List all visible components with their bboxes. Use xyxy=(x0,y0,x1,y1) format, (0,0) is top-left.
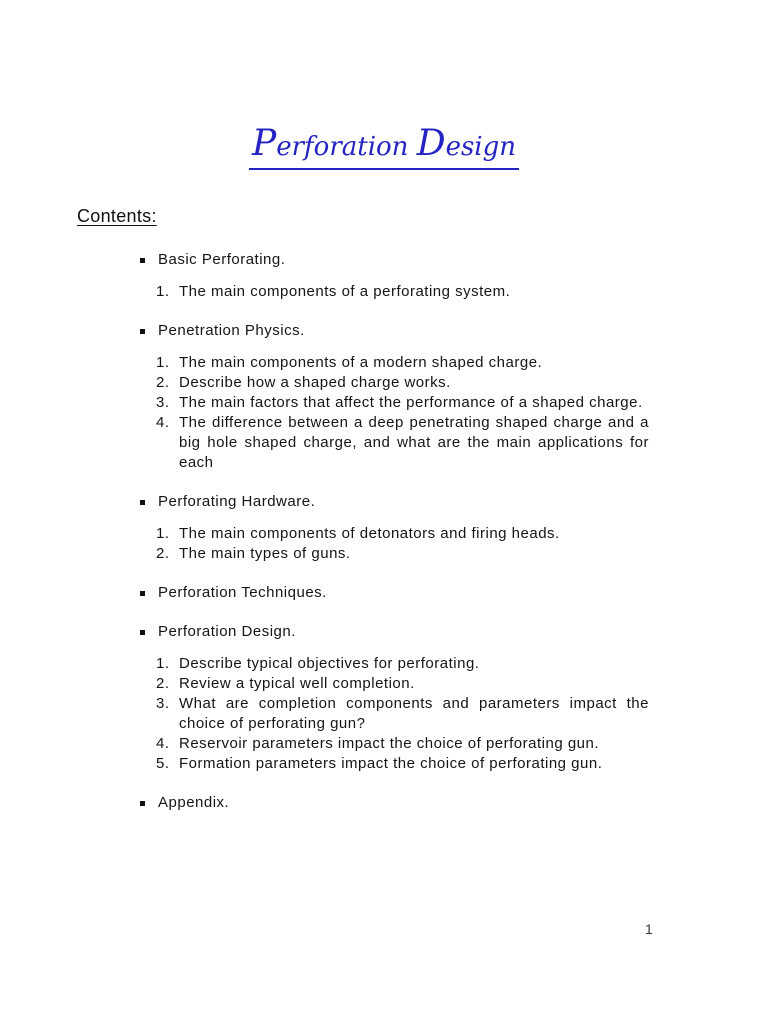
contents-section-items xyxy=(140,353,656,473)
contents-section-header xyxy=(140,793,656,813)
contents-item xyxy=(140,353,656,373)
item-text: What are completion components and parameters impact the choice of perforating gun? xyxy=(179,695,649,732)
contents-section-header xyxy=(140,622,656,642)
square-bullet-icon xyxy=(140,329,145,334)
item-text: The main types of guns. xyxy=(179,545,351,562)
item-number: 4. xyxy=(156,414,170,431)
contents-item xyxy=(140,413,656,473)
item-text: The main components of a modern shaped charge. xyxy=(179,354,543,371)
contents-item xyxy=(140,393,656,413)
contents-heading: Contents: xyxy=(77,206,157,226)
title-rest-2: esign xyxy=(445,132,516,162)
document-title xyxy=(0,121,768,170)
title-initial-p: P xyxy=(252,123,277,164)
square-bullet-icon xyxy=(140,500,145,505)
page-number: 1 xyxy=(645,921,653,937)
contents-section xyxy=(140,583,656,603)
title-rest-1: erforation xyxy=(276,132,417,162)
contents-section xyxy=(140,622,656,774)
contents-item xyxy=(140,694,656,734)
square-bullet-icon xyxy=(140,591,145,596)
contents-section-items xyxy=(140,282,656,302)
contents-section-label: Basic Perforating. xyxy=(158,251,286,268)
contents-section xyxy=(140,492,656,564)
square-bullet-icon xyxy=(140,258,145,263)
item-number: 3. xyxy=(156,394,170,411)
item-number: 1. xyxy=(156,354,170,371)
contents-section xyxy=(140,321,656,473)
item-number: 2. xyxy=(156,545,170,562)
item-number: 1. xyxy=(156,283,170,300)
contents-list xyxy=(140,244,656,813)
item-text: The main factors that affect the performance of a shaped charge. xyxy=(179,394,643,411)
contents-item xyxy=(140,544,656,564)
contents-section-items xyxy=(140,654,656,774)
contents-item xyxy=(140,373,656,393)
item-text: The difference between a deep penetrating shaped charge and a big hole shaped charge, and what are the main applications for each xyxy=(179,414,649,471)
contents-section xyxy=(140,250,656,302)
item-number: 2. xyxy=(156,675,170,692)
item-text: Reservoir parameters impact the choice of perforating gun. xyxy=(179,735,600,752)
contents-item xyxy=(140,734,656,754)
item-text: The main components of a perforating system. xyxy=(179,283,511,300)
contents-item xyxy=(140,654,656,674)
contents-item xyxy=(140,754,656,774)
contents-section-label: Penetration Physics. xyxy=(158,322,305,339)
item-text: Review a typical well completion. xyxy=(179,675,415,692)
item-number: 1. xyxy=(156,655,170,672)
item-number: 3. xyxy=(156,695,170,712)
contents-section-header xyxy=(140,250,656,270)
contents-section-header xyxy=(140,492,656,512)
square-bullet-icon xyxy=(140,630,145,635)
contents-section-items xyxy=(140,524,656,564)
contents-section-label: Perforating Hardware. xyxy=(158,493,316,510)
item-text: Formation parameters impact the choice of perforating gun. xyxy=(179,755,603,772)
contents-section xyxy=(140,793,656,813)
square-bullet-icon xyxy=(140,801,145,806)
item-text: Describe typical objectives for perforating. xyxy=(179,655,480,672)
item-number: 4. xyxy=(156,735,170,752)
contents-section-label: Appendix. xyxy=(158,794,230,811)
item-number: 1. xyxy=(156,525,170,542)
item-number: 2. xyxy=(156,374,170,391)
contents-section-label: Perforation Design. xyxy=(158,623,296,640)
contents-section-label: Perforation Techniques. xyxy=(158,584,327,601)
contents-item xyxy=(140,282,656,302)
contents-item xyxy=(140,674,656,694)
document-title-text xyxy=(249,121,519,170)
contents-item xyxy=(140,524,656,544)
contents-section-header xyxy=(140,583,656,603)
item-text: Describe how a shaped charge works. xyxy=(179,374,451,391)
contents-section-header xyxy=(140,321,656,341)
item-number: 5. xyxy=(156,755,170,772)
item-text: The main components of detonators and firing heads. xyxy=(179,525,560,542)
title-initial-d: D xyxy=(416,123,446,164)
